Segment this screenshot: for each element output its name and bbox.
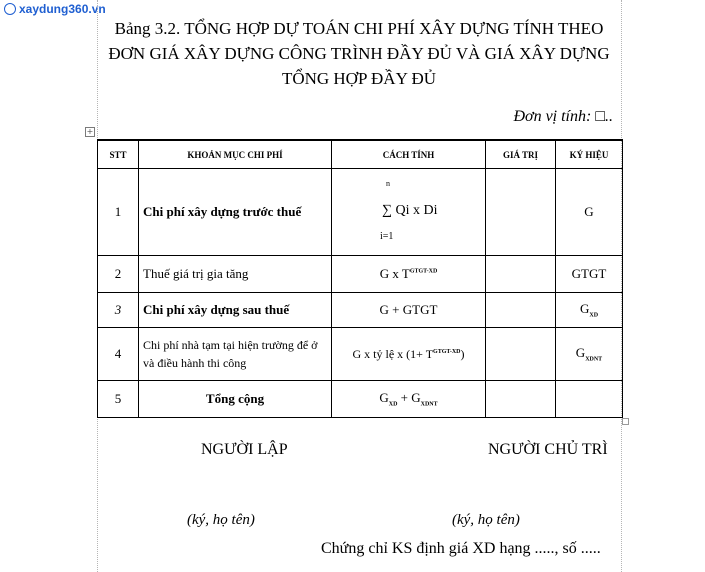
method-term-a: G (379, 390, 389, 406)
method-tail: ) (460, 346, 465, 361)
row-symbol (556, 293, 623, 328)
header-value: GIÁ TRỊ (486, 140, 556, 169)
supervisor-title: NGƯỜI CHỦ TRÌ (488, 441, 608, 458)
method-term-b: + G (397, 390, 421, 406)
row-stt: 2 (98, 256, 139, 293)
table-move-handle-icon[interactable]: + (86, 127, 94, 136)
header-stt: STT (98, 140, 139, 169)
symbol-text: G (575, 345, 586, 361)
row-stt: 3 (98, 293, 139, 328)
table-row (98, 256, 623, 293)
watermark-text: xaydung360.vn (19, 2, 106, 16)
table-row (98, 328, 623, 381)
certificate-line: Chứng chỉ KS định giá XD hạng ....., số ..... (321, 540, 601, 557)
cost-summary-table (97, 139, 623, 418)
symbol-text: G (579, 301, 590, 317)
watermark-logo (4, 2, 106, 16)
row-symbol: G (556, 169, 623, 256)
row-symbol: GTGT (556, 256, 623, 293)
supervisor-sign-hint: (ký, họ tên) (452, 512, 520, 528)
table-row (98, 293, 623, 328)
header-symbol: KÝ HIỆU (556, 140, 623, 169)
row-method: G + GTGT (332, 293, 486, 328)
table-resize-handle[interactable] (622, 418, 629, 425)
sum-formula (336, 169, 481, 255)
method-term-b-subscript: XDNT (420, 401, 438, 408)
row-method (332, 256, 486, 293)
preparer-sign-hint: (ký, họ tên) (187, 512, 255, 528)
method-term-a-subscript: XD (388, 401, 398, 408)
row-symbol (556, 328, 623, 381)
row-value (486, 256, 556, 293)
document-title: Bảng 3.2. TỔNG HỢP DỰ TOÁN CHI PHÍ XÂY DỰNG TÍNH THEO ĐƠN GIÁ XÂY DỰNG CÔNG TRÌNH ĐẦY ĐỦ VÀ GIÁ XÂY DỰNG TỔNG HỢP ĐẦY ĐỦ (108, 19, 610, 88)
preparer-title: NGƯỜI LẬP (201, 441, 288, 458)
row-stt: 4 (98, 328, 139, 381)
header-method: CÁCH TÍNH (332, 140, 486, 169)
row-cost-item: Thuế giá trị gia tăng (139, 256, 332, 293)
row-method (332, 381, 486, 418)
globe-icon (4, 3, 16, 15)
row-cost-item: Chi phí nhà tạm tại hiện trường để ở và điều hành thi công (139, 328, 332, 381)
row-stt: 1 (98, 169, 139, 256)
table-header-row (98, 140, 623, 169)
row-cost-item: Chi phí xây dựng trước thuế (139, 169, 332, 256)
row-symbol (556, 381, 623, 418)
symbol-subscript: XD (589, 312, 599, 319)
formula-sum: ∑ Qi x Di (382, 203, 438, 218)
table-row (98, 169, 623, 256)
method-text: G x T (379, 266, 410, 281)
row-method (332, 169, 486, 256)
row-cost-item: Tổng cộng (139, 381, 332, 418)
row-stt: 5 (98, 381, 139, 418)
row-value (486, 293, 556, 328)
method-superscript: GTGT-XD (433, 348, 461, 355)
row-cost-item: Chi phí xây dựng sau thuế (139, 293, 332, 328)
row-value (486, 328, 556, 381)
method-text: G x tỷ lệ x (1+ T (352, 346, 434, 361)
row-value (486, 381, 556, 418)
table-row (98, 381, 623, 418)
formula-upper-bound: n (386, 179, 390, 188)
row-value (486, 169, 556, 256)
row-method (332, 328, 486, 381)
header-cost-item: KHOẢN MỤC CHI PHÍ (139, 140, 332, 169)
formula-lower-bound: i=1 (380, 231, 394, 242)
symbol-subscript: XDNT (585, 356, 603, 363)
unit-label: Đơn vị tính: □.. (513, 108, 613, 125)
method-superscript: GTGT-XD (409, 268, 438, 275)
